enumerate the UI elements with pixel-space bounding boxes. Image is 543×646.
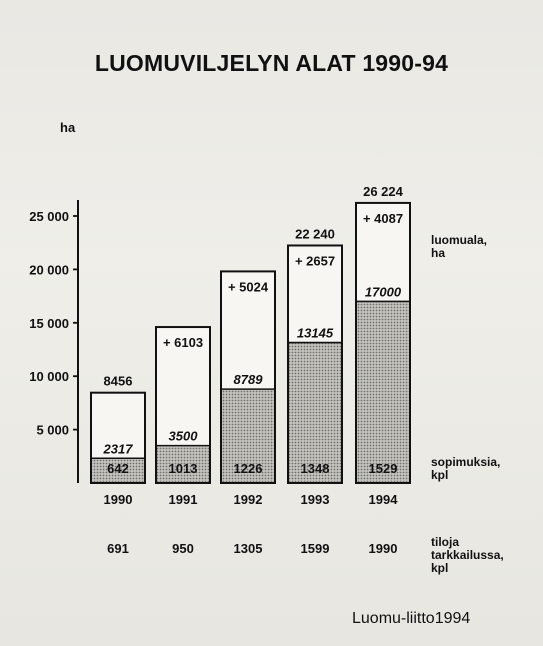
organic-value-label-1993: 13145 (296, 325, 334, 341)
source-note: Luomu-liitto1994 (352, 610, 471, 627)
contracts-label-1991: 1013 (168, 461, 198, 476)
farms-label-1991: 950 (172, 541, 194, 556)
legend-farms: tiloja tarkkailussa, kpl (431, 535, 504, 575)
y-tick-label-4: 25 000 (29, 209, 69, 224)
farms-label-1990: 691 (107, 541, 129, 556)
contracts-label-1994: 1529 (368, 461, 398, 476)
x-category-label-1993: 1993 (300, 492, 330, 507)
farms-label-1992: 1305 (233, 541, 263, 556)
organic-value-label-1991: 3500 (168, 428, 198, 444)
y-tick-label-2: 15 000 (29, 315, 69, 331)
increase-label-1992: + 5024 (227, 279, 269, 295)
y-tick-label-3: 20 000 (29, 262, 69, 278)
x-category-label-1991: 1991 (168, 492, 198, 507)
organic-value-label-1994: 17000 (364, 284, 402, 300)
x-category-label-1990: 1990 (103, 492, 133, 507)
chart-title: LUOMUVILJELYN ALAT 1990-94 (94, 50, 449, 76)
y-tick-label-0: 5 000 (36, 422, 69, 438)
contracts-label-1990: 642 (107, 461, 129, 476)
organic-value-label-1990: 2317 (103, 441, 133, 457)
y-axis-unit-label: ha (60, 120, 76, 135)
y-tick-label-1: 10 000 (29, 369, 69, 385)
legend-contracts: sopimuksia, kpl (431, 455, 501, 482)
total-label-1994: 26 224 (363, 183, 403, 199)
organic-value-label-1992: 8789 (233, 372, 263, 388)
contracts-label-1992: 1226 (233, 461, 263, 476)
farms-label-1994: 1990 (368, 541, 398, 556)
bar-organic-1994 (357, 301, 409, 482)
x-category-label-1992: 1992 (233, 492, 263, 507)
increase-label-1994: + 4087 (362, 210, 404, 226)
legend-organic-area: luomuala, ha (431, 233, 488, 260)
farms-label-1993: 1599 (300, 541, 330, 556)
x-category-label-1994: 1994 (368, 492, 398, 507)
total-label-1993: 22 240 (295, 226, 335, 242)
increase-label-1993: + 2657 (294, 253, 336, 269)
total-label-1990: 8456 (103, 373, 133, 389)
contracts-label-1993: 1348 (300, 461, 330, 476)
increase-label-1991: + 6103 (162, 335, 204, 351)
